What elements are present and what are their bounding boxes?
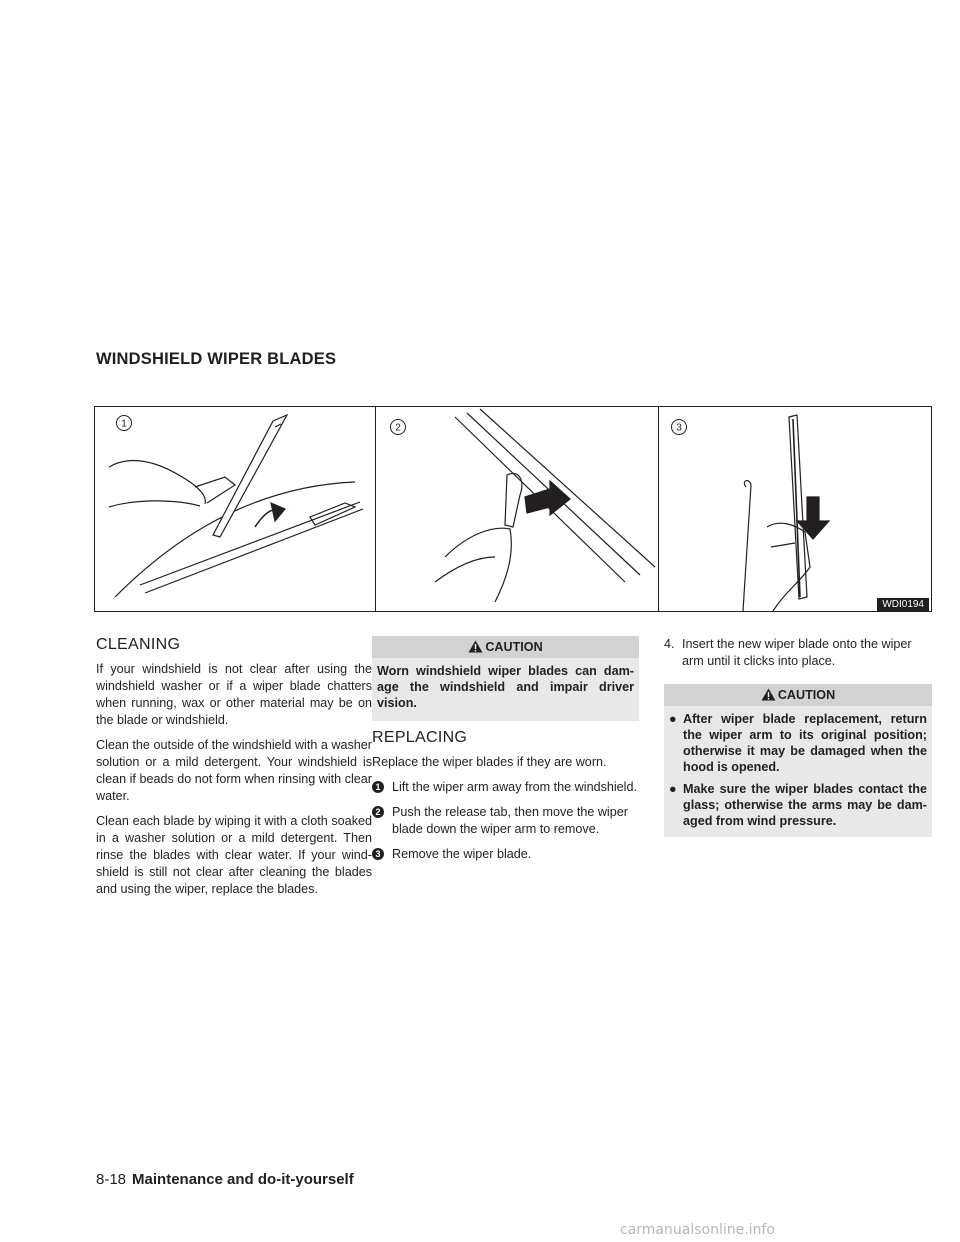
step-item [372, 779, 639, 796]
step-item [664, 636, 932, 670]
bullet-icon: ● [669, 712, 677, 726]
step-number-badge: 2 [372, 806, 384, 818]
chapter-title: Maintenance and do-it-yourself [132, 1171, 354, 1188]
step-item [372, 846, 639, 863]
caution-text: Worn windshield wiper blades can dam-age the windshield and impair driver vision. [377, 664, 634, 710]
wiper-illustration [95, 407, 931, 611]
caution-box-2 [664, 684, 932, 837]
caution-label: CAUTION [777, 688, 836, 702]
cleaning-heading: CLEANING [96, 636, 181, 653]
panel-markers [117, 416, 687, 435]
caution-label: CAUTION [485, 640, 543, 654]
warning-triangle-icon [761, 688, 776, 701]
figure-code: WDI0194 [877, 598, 929, 611]
panel-marker-1: 1 [121, 418, 127, 430]
step-number-badge: 1 [372, 781, 384, 793]
step-text: Lift the wiper arm away from the windshield. [392, 780, 637, 794]
caution-header [372, 636, 639, 658]
caution-bullet-text: Make sure the wiper blades contact the glass; otherwise the arms may be dam-aged from wind pressure. [683, 782, 927, 828]
bullet-icon: ● [669, 782, 677, 796]
step-text: Push the release tab, then move the wiper blade down the wiper arm to remove. [392, 805, 628, 836]
column-cleaning [96, 636, 372, 906]
caution-bullet-item [669, 781, 927, 829]
page-number: 8-18 [96, 1171, 127, 1188]
step-text: Remove the wiper blade. [392, 847, 532, 861]
panel-1-illustration [109, 415, 363, 597]
warning-triangle-icon [468, 640, 483, 653]
step-text: Insert the new wiper blade onto the wiper arm until it clicks into place. [682, 637, 912, 668]
replacing-heading: REPLACING [372, 729, 468, 746]
panel-marker-3: 3 [676, 422, 682, 434]
panel-marker-2: 2 [395, 422, 401, 434]
panel-2-illustration [435, 409, 655, 602]
column-replacing [372, 636, 639, 871]
step-item [372, 804, 639, 838]
cleaning-paragraph-2: Clean the outside of the windshield with a washer solution or a mild detergent. Your windshield is clean if beads do not form when rinsing with clear water. [96, 738, 372, 803]
caution-box-1 [372, 636, 639, 721]
column-install [664, 636, 932, 845]
cleaning-paragraph-3: Clean each blade by wiping it with a cloth soaked in a washer solution or a mild detergent. Then rinse the blades with clear water. If your wind-shield is still not clear after cleaning the blades and using the wiper, replace the blades. [96, 814, 372, 896]
section-title: WINDSHIELD WIPER BLADES [96, 350, 337, 368]
watermark-text: carmanualsonline.info [620, 1222, 775, 1238]
caution-bullet-item [669, 711, 927, 775]
replacing-intro: Replace the wiper blades if they are worn. [372, 755, 607, 769]
caution-header [664, 684, 932, 706]
step-number-badge: 3 [372, 848, 384, 860]
wiper-figure [94, 406, 932, 612]
step-number: 4. [664, 637, 675, 651]
panel-3-illustration [743, 415, 829, 611]
cleaning-paragraph-1: If your windshield is not clear after using the windshield washer or if a wiper blade chatters when running, wax or other material may be on the blade or windshield. [96, 662, 372, 727]
page-footer [96, 1171, 354, 1188]
caution-bullet-text: After wiper blade replacement, return the wiper arm to its original position; otherwise it may be damaged when the hood is opened. [683, 712, 927, 774]
